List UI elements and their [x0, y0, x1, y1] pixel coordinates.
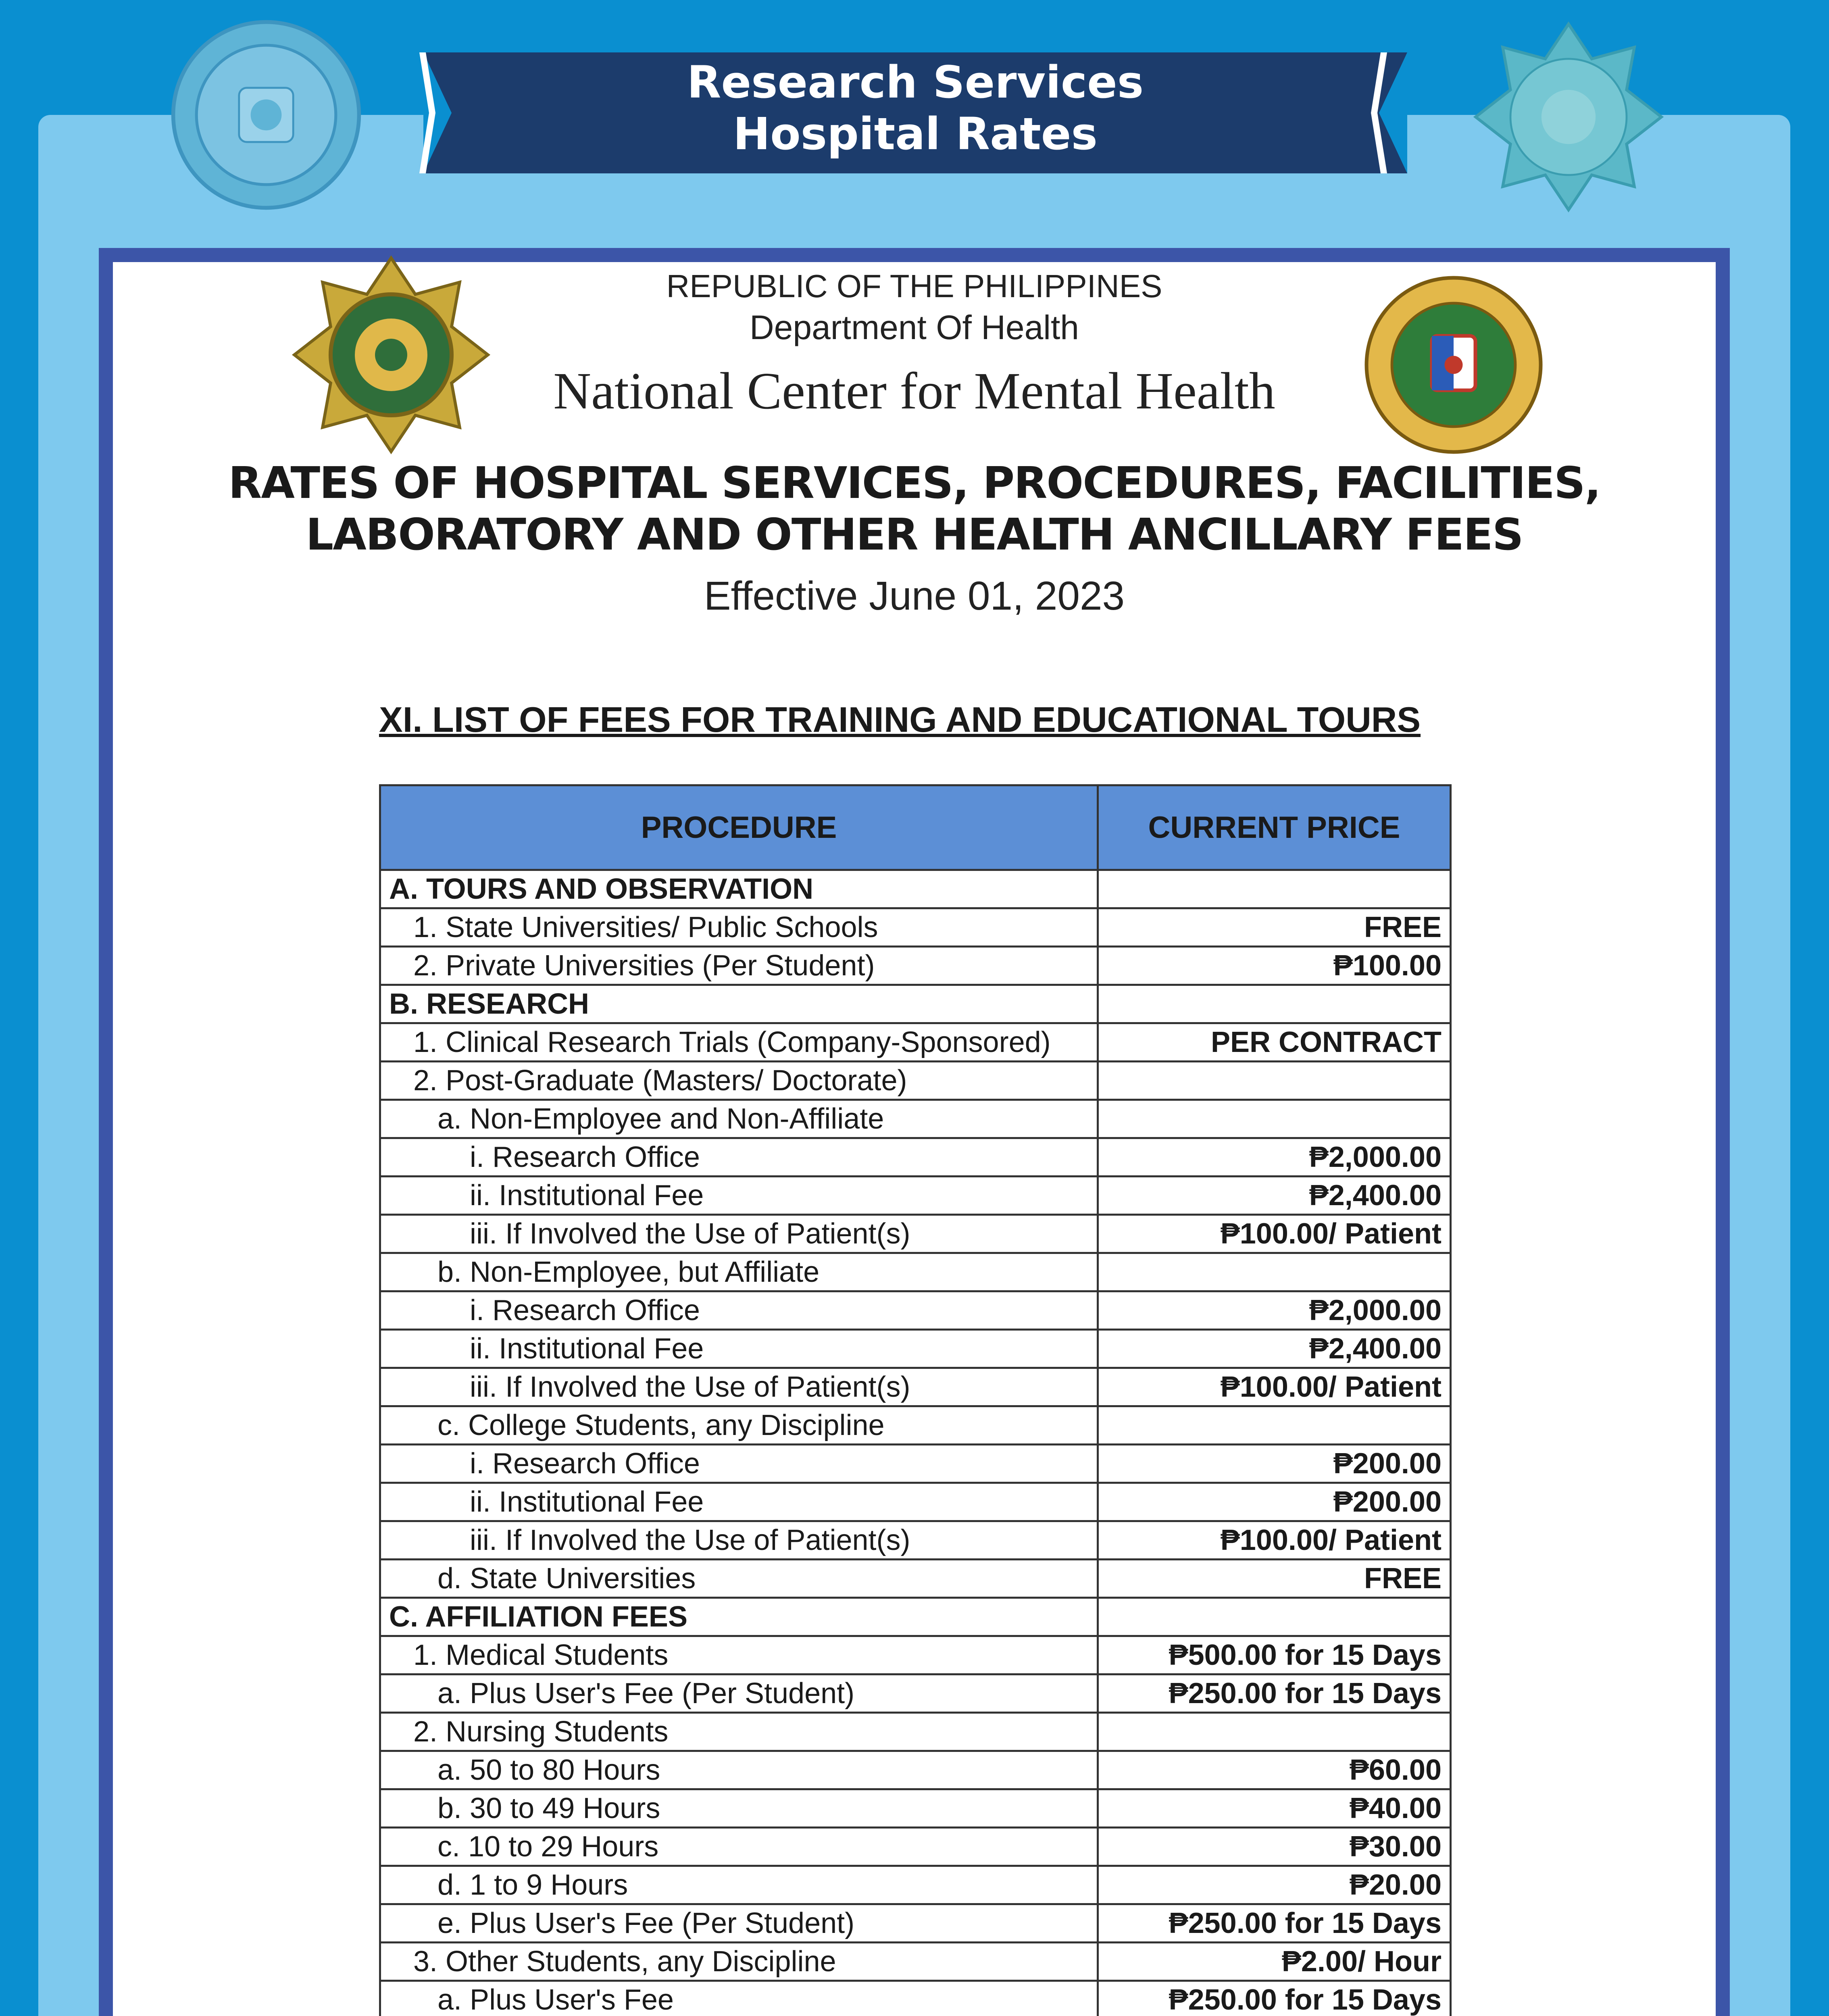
procedure-cell: c. College Students, any Discipline [380, 1406, 1098, 1445]
price-cell [1098, 1406, 1451, 1445]
procedure-cell: A. TOURS AND OBSERVATION [380, 870, 1098, 908]
procedure-cell: 1. Clinical Research Trials (Company-Sponsored) [380, 1023, 1098, 1062]
header-republic: REPUBLIC OF THE PHILIPPINES [666, 268, 1162, 304]
procedure-cell: c. 10 to 29 Hours [380, 1828, 1098, 1866]
procedure-cell: ii. Institutional Fee [380, 1483, 1098, 1521]
table-row [380, 1215, 1451, 1253]
procedure-cell: iii. If Involved the Use of Patient(s) [380, 1521, 1098, 1560]
procedure-cell: iii. If Involved the Use of Patient(s) [380, 1215, 1098, 1253]
document-title-line1: RATES OF HOSPITAL SERVICES, PROCEDURES, FACILITIES, [228, 458, 1600, 508]
price-cell: ₱100.00 [1098, 947, 1451, 985]
table-row [380, 1177, 1451, 1215]
price-cell [1098, 1062, 1451, 1100]
price-cell: ₱40.00 [1098, 1789, 1451, 1828]
procedure-cell: B. RESEARCH [380, 985, 1098, 1023]
price-cell [1098, 870, 1451, 908]
table-row [380, 1138, 1451, 1177]
procedure-cell: d. 1 to 9 Hours [380, 1866, 1098, 1904]
price-cell [1098, 985, 1451, 1023]
procedure-cell: a. 50 to 80 Hours [380, 1751, 1098, 1789]
table-row [380, 1943, 1451, 1981]
price-cell: FREE [1098, 1560, 1451, 1598]
procedure-cell: b. 30 to 49 Hours [380, 1789, 1098, 1828]
price-cell: ₱20.00 [1098, 1866, 1451, 1904]
fees-table-body [380, 870, 1451, 2016]
table-row [380, 1751, 1451, 1789]
price-cell: ₱250.00 for 15 Days [1098, 1904, 1451, 1943]
table-row [380, 1253, 1451, 1291]
price-cell: ₱2.00/ Hour [1098, 1943, 1451, 1981]
price-cell: ₱200.00 [1098, 1483, 1451, 1521]
procedure-cell: a. Plus User's Fee [380, 1981, 1098, 2016]
fees-table [379, 784, 1452, 2016]
table-row [380, 1981, 1451, 2016]
price-cell: FREE [1098, 908, 1451, 947]
table-row [380, 1521, 1451, 1560]
price-cell [1098, 1100, 1451, 1138]
procedure-cell: 1. Medical Students [380, 1636, 1098, 1674]
price-cell: ₱30.00 [1098, 1828, 1451, 1866]
table-row [380, 1062, 1451, 1100]
table-row [380, 1828, 1451, 1866]
price-cell: ₱2,400.00 [1098, 1177, 1451, 1215]
price-cell: ₱500.00 for 15 Days [1098, 1636, 1451, 1674]
procedure-cell: iii. If Involved the Use of Patient(s) [380, 1368, 1098, 1406]
table-row [380, 1789, 1451, 1828]
table-row [380, 985, 1451, 1023]
procedure-cell: i. Research Office [380, 1445, 1098, 1483]
procedure-cell: 1. State Universities/ Public Schools [380, 908, 1098, 947]
procedure-cell: d. State Universities [380, 1560, 1098, 1598]
table-row [380, 1100, 1451, 1138]
price-cell: ₱2,400.00 [1098, 1330, 1451, 1368]
table-row [380, 1560, 1451, 1598]
table-row [380, 1291, 1451, 1330]
price-cell: PER CONTRACT [1098, 1023, 1451, 1062]
document-title-line2: LABORATORY AND OTHER HEALTH ANCILLARY FEES [306, 510, 1523, 560]
table-row [380, 947, 1451, 985]
table-row [380, 1406, 1451, 1445]
table-row [380, 1330, 1451, 1368]
procedure-cell: 3. Other Students, any Discipline [380, 1943, 1098, 1981]
effective-date: Effective June 01, 2023 [704, 573, 1125, 619]
table-row [380, 870, 1451, 908]
price-cell: ₱100.00/ Patient [1098, 1368, 1451, 1406]
procedure-cell: ii. Institutional Fee [380, 1177, 1098, 1215]
price-cell [1098, 1598, 1451, 1636]
table-row [380, 1445, 1451, 1483]
price-cell [1098, 1713, 1451, 1751]
table-row [380, 1904, 1451, 1943]
table-row [380, 1483, 1451, 1521]
document-title [113, 458, 1716, 561]
price-cell: ₱250.00 for 15 Days [1098, 1981, 1451, 2016]
ncmh-seal-icon [1472, 20, 1665, 214]
table-header-row [380, 785, 1451, 870]
procedure-cell: b. Non-Employee, but Affiliate [380, 1253, 1098, 1291]
column-header-procedure: PROCEDURE [380, 785, 1098, 870]
procedure-cell: 2. Private Universities (Per Student) [380, 947, 1098, 985]
price-cell: ₱100.00/ Patient [1098, 1521, 1451, 1560]
section-title: XI. LIST OF FEES FOR TRAINING AND EDUCATIONAL TOURS [379, 700, 1421, 739]
table-row [380, 908, 1451, 947]
price-cell: ₱200.00 [1098, 1445, 1451, 1483]
price-cell: ₱100.00/ Patient [1098, 1215, 1451, 1253]
doh-seal-icon [169, 18, 363, 212]
price-cell [1098, 1253, 1451, 1291]
procedure-cell: e. Plus User's Fee (Per Student) [380, 1904, 1098, 1943]
table-row [380, 1368, 1451, 1406]
banner-title [423, 56, 1407, 160]
price-cell: ₱2,000.00 [1098, 1291, 1451, 1330]
banner-title-line1: Research Services [687, 56, 1144, 108]
procedure-cell: a. Non-Employee and Non-Affiliate [380, 1100, 1098, 1138]
banner-title-line2: Hospital Rates [733, 108, 1098, 160]
procedure-cell: a. Plus User's Fee (Per Student) [380, 1674, 1098, 1713]
procedure-cell: ii. Institutional Fee [380, 1330, 1098, 1368]
table-row [380, 1713, 1451, 1751]
price-cell: ₱250.00 for 15 Days [1098, 1674, 1451, 1713]
table-row [380, 1636, 1451, 1674]
table-row [380, 1598, 1451, 1636]
header-center: National Center for Mental Health [553, 362, 1275, 420]
procedure-cell: i. Research Office [380, 1138, 1098, 1177]
column-header-price: CURRENT PRICE [1098, 785, 1451, 870]
procedure-cell: C. AFFILIATION FEES [380, 1598, 1098, 1636]
procedure-cell: 2. Nursing Students [380, 1713, 1098, 1751]
price-cell: ₱2,000.00 [1098, 1138, 1451, 1177]
table-row [380, 1866, 1451, 1904]
procedure-cell: i. Research Office [380, 1291, 1098, 1330]
table-row [380, 1023, 1451, 1062]
procedure-cell: 2. Post-Graduate (Masters/ Doctorate) [380, 1062, 1098, 1100]
table-row [380, 1674, 1451, 1713]
price-cell: ₱60.00 [1098, 1751, 1451, 1789]
header-department: Department Of Health [749, 308, 1079, 346]
